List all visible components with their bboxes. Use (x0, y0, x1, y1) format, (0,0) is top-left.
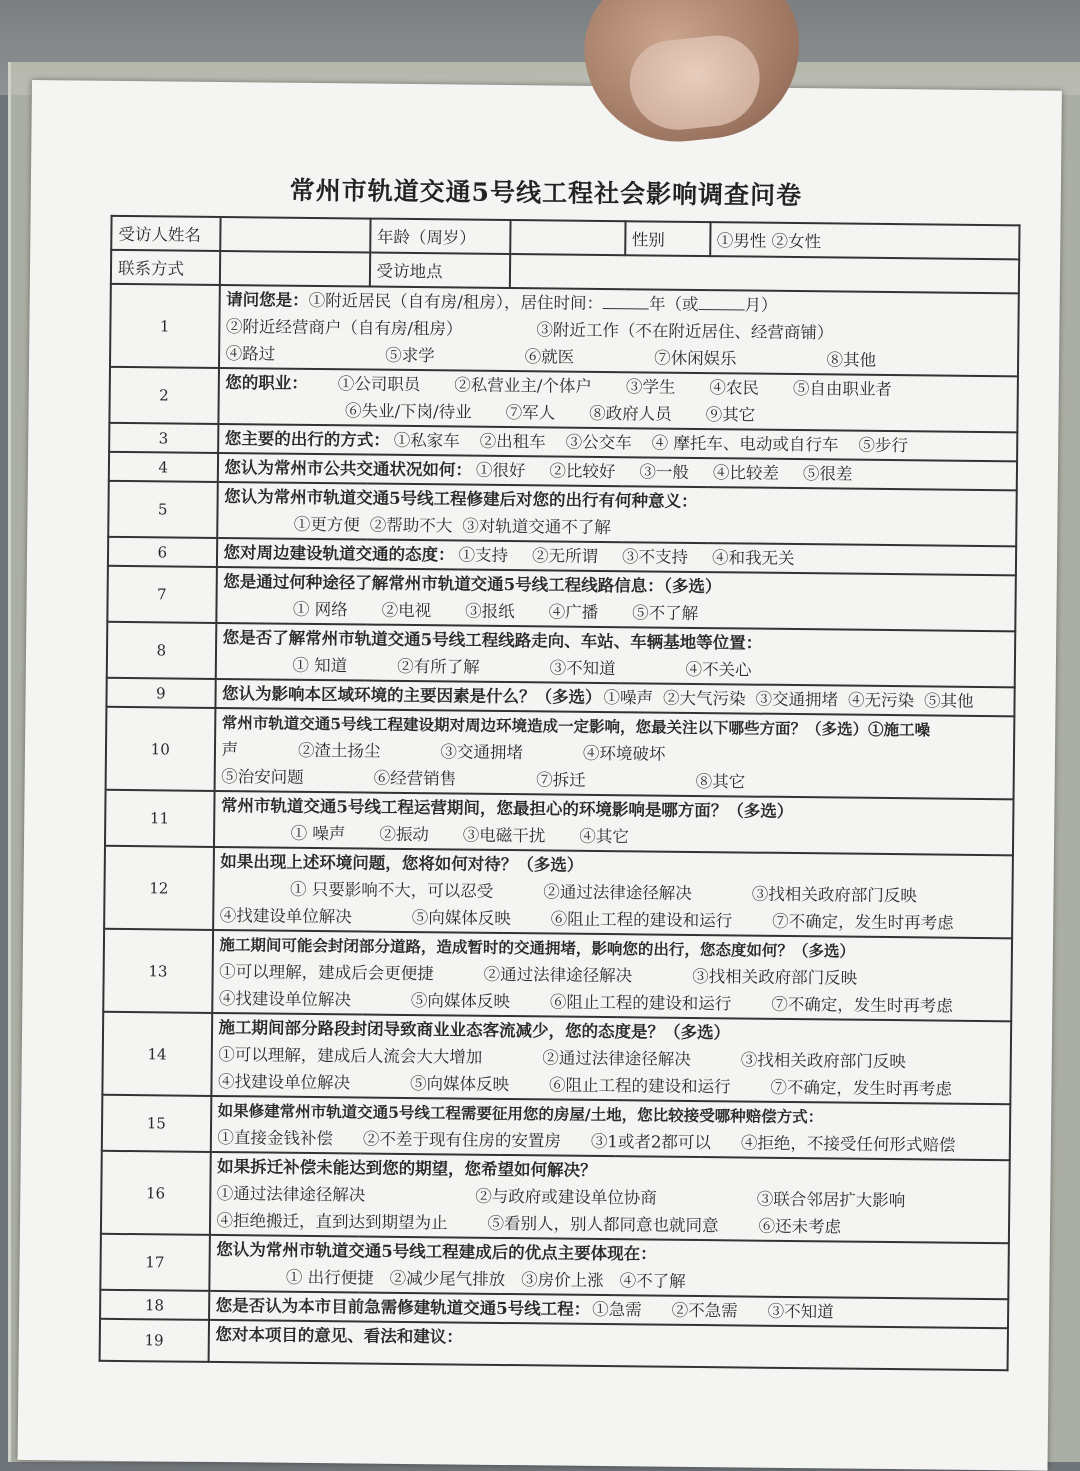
months-blank[interactable] (698, 309, 744, 310)
field-age[interactable] (510, 220, 625, 255)
question-row: 6 您对周边建设轨道交通的态度： ①支持 ②无所谓 ③不支持 ④和我无关 (108, 537, 1016, 576)
question-row: 5 您认为常州市轨道交通5号线工程修建后对您的出行有何种意义： ①更方便 ②帮助不大 ③对轨道交通不了解 (108, 481, 1017, 547)
label-age: 年龄（周岁） (370, 219, 510, 254)
question-row: 18 您是否认为本市目前急需修建轨道交通5号线工程： ①急需 ②不急需 ③不知道 (100, 1290, 1008, 1329)
question-row: 9 您认为影响本区域环境的主要因素是什么？（多选） ①噪声 ②大气污染 ③交通拥堵 ④无污染 ⑤其他 (106, 678, 1014, 717)
question-row: 7 您是通过何种途径了解常州市轨道交通5号线工程线路信息：（多选） ① 网络 ②电视 ③报纸 ④广播 ⑤不了解 (107, 566, 1016, 632)
question-row: 8 您是否了解常州市轨道交通5号线工程线路走向、车站、车辆基地等位置： ① 知道 ②有所了解 ③不知道 ④不关心 (107, 622, 1016, 688)
question-row: 14 施工期间部分路段封闭导致商业业态客流减少，您的态度是？（多选） ①可以理解，建成后人流会大大增加 ②通过法律途径解决 ③找相关政府部门反映 ④找建设单位解决 ⑤向媒体反映 ⑥阻止工程的建设和运行 ⑦不确定，发生时再考虑 (102, 1012, 1011, 1105)
label-location: 受访地点 (369, 253, 509, 288)
field-name[interactable] (220, 217, 370, 253)
question-row: 15 如果修建常州市轨道交通5号线工程需要征用您的房屋/土地，您比较接受哪种赔偿方式： ①直接金钱补偿 ②不差于现有住房的安置房 ③1或者2都可以 ④拒绝，不接受任何形式赔偿 (102, 1095, 1011, 1161)
question-row: 19 您对本项目的意见、看法和建议： (100, 1319, 1008, 1371)
question-row: 13 施工期间可能会封闭部分道路，造成暂时的交通拥堵，影响您的出行，您态度如何？（多选） ①可以理解，建成后会更便捷 ②通过法律途径解决 ③找相关政府部门反映 ④找建设单位解决 ⑤向媒体反映 ⑥阻止工程的建设和运行 ⑦不确定，发生时再考虑 (103, 929, 1012, 1022)
question-row: 2 您的职业： ①公司职员 ②私营业主/个体户 ③学生 ④农民 ⑤自由职业者 ⑥失业/下岗/待业 ⑦军人 ⑧政府人员 ⑨其它 (109, 367, 1018, 433)
question-row: 17 您认为常州市轨道交通5号线工程建成后的优点主要体现在： ① 出行便捷 ②减少尾气排放 ③房价上涨 ④不了解 (100, 1234, 1009, 1300)
field-contact[interactable] (219, 251, 369, 287)
page-title: 常州市轨道交通5号线工程社会影响调查问卷 (289, 175, 803, 211)
question-row: 10 常州市轨道交通5号线工程建设期对周边环境造成一定影响，您最关注以下哪些方面？（多选）①施工噪 声 ②渣土扬尘 ③交通拥堵 ④环境破坏 ⑤治安问题 ⑥经营销售 ⑦拆迁 ⑧其它 (106, 707, 1015, 800)
question-row: 11 常州市轨道交通5号线工程运营期间，您最担心的环境影响是哪方面？（多选） ① 噪声 ②振动 ③电磁干扰 ④其它 (105, 790, 1014, 856)
question-row: 1 请问您是：①附近居民（自有房/租房），居住时间： 年（或 月） ②附近经营商户（自有房/租房） ③附近工作（不在附近居住、经营商铺） ④路过 ⑤求学 ⑥就医 ⑦休闲娱乐 ⑧其他 (110, 284, 1019, 377)
gender-options[interactable]: ①男性 ②女性 (710, 222, 1020, 259)
question-row: 4 您认为常州市公共交通状况如何： ①很好 ②比较好 ③一般 ④比较差 ⑤很差 (109, 452, 1017, 491)
field-location[interactable] (509, 254, 1019, 293)
years-blank[interactable] (603, 308, 649, 309)
questionnaire-table (99, 215, 1021, 1371)
label-contact: 联系方式 (111, 250, 220, 285)
label-gender: 性别 (625, 221, 710, 256)
question-row: 16 如果拆迁补偿未能达到您的期望，您希望如何解决？ ①通过法律途径解决 ②与政府或建设单位协商 ③联合邻居扩大影响 ④拒绝搬迁，直到达到期望为止 ⑤看别人，别人都同意也就同意 ⑥还未考虑 (101, 1151, 1010, 1244)
question-row: 12 如果出现上述环境问题，您将如何对待？（多选） ① 只要影响不大，可以忍受 ②通过法律途径解决 ③找相关政府部门反映 ④找建设单位解决 ⑤向媒体反映 ⑥阻止工程的建设和运行 ⑦不确定，发生时再考虑 (104, 846, 1013, 939)
question-row: 3 您主要的出行的方式： ①私家车 ②出租车 ③公交车 ④ 摩托车、电动或自行车 ⑤步行 (109, 423, 1017, 462)
label-name: 受访人姓名 (111, 216, 220, 251)
questionnaire-sheet (18, 80, 1062, 1471)
